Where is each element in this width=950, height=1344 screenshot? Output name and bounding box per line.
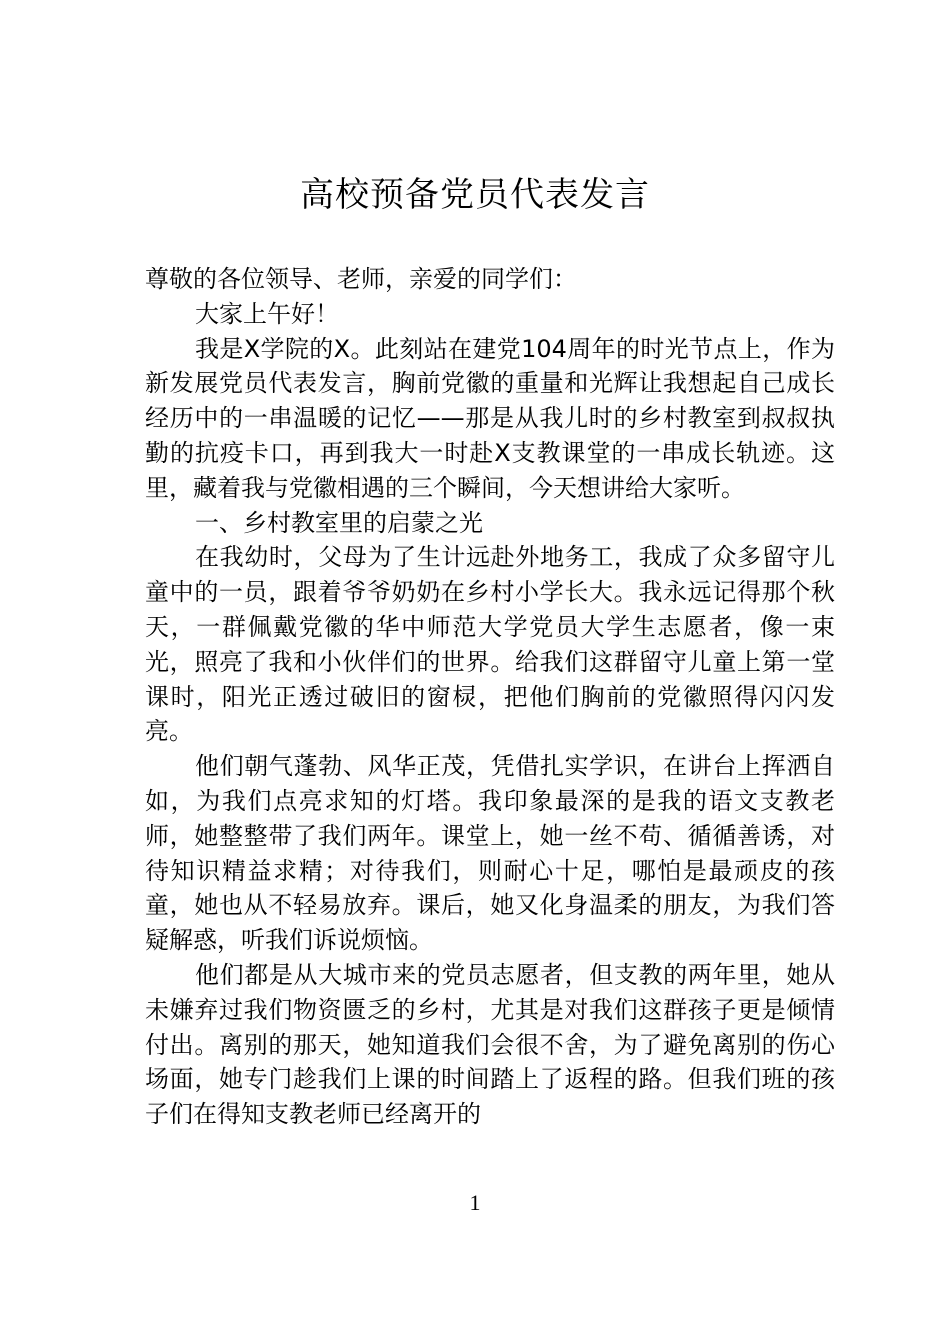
- section-heading-1: 一、乡村教室里的启蒙之光: [195, 508, 483, 537]
- document-body: [145, 262, 835, 1132]
- paragraph-childhood: 在我幼时，父母为了生计远赴外地务工，我成了众多留守儿童中的一员，跟着爷爷奶奶在乡村小学长大。我永远记得那个秋天，一群佩戴党徽的华中师范大学党员大学生志愿者，像一束光，照亮了我和小伙伴们的世界。给我们这群留守儿童上第一堂课时，阳光正透过破旧的窗棂，把他们胸前的党徽照得闪闪发亮。: [145, 543, 835, 746]
- salutation: 尊敬的各位领导、老师，亲爱的同学们：: [145, 265, 577, 293]
- paragraph-volunteers: 他们朝气蓬勃、风华正茂，凭借扎实学识，在讲台上挥洒自如，为我们点亮求知的灯塔。我印象最深的是我的语文支教老师，她整整带了我们两年。课堂上，她一丝不苟、循循善诱，对待知识精益求精；对待我们，则耐心十足，哪怕是最顽皮的孩童，她也从不轻易放弃。课后，她又化身温柔的朋友，为我们答疑解惑，听我们诉说烦恼。: [145, 752, 835, 955]
- paragraph-intro: 我是X学院的X。此刻站在建党104周年的时光节点上，作为新发展党员代表发言，胸前党徽的重量和光辉让我想起自己成长经历中的一串温暖的记忆——那是从我儿时的乡村教室到叔叔执勤的抗疫卡口，再到我大一时赴X支教课堂的一串成长轨迹。这里，藏着我与党徽相遇的三个瞬间，今天想讲给大家听。: [145, 334, 835, 502]
- page-number: 1: [469, 1190, 481, 1215]
- paragraph-farewell: 他们都是从大城市来的党员志愿者，但支教的两年里，她从未嫌弃过我们物资匮乏的乡村，尤其是对我们这群孩子更是倾情付出。离别的那天，她知道我们会很不舍，为了避免离别的伤心场面，她专门趁我们上课的时间踏上了返程的路。但我们班的孩子们在得知支教老师已经离开的: [145, 960, 835, 1129]
- greeting: 大家上午好！: [195, 299, 339, 328]
- document-title: 高校预备党员代表发言: [300, 175, 650, 215]
